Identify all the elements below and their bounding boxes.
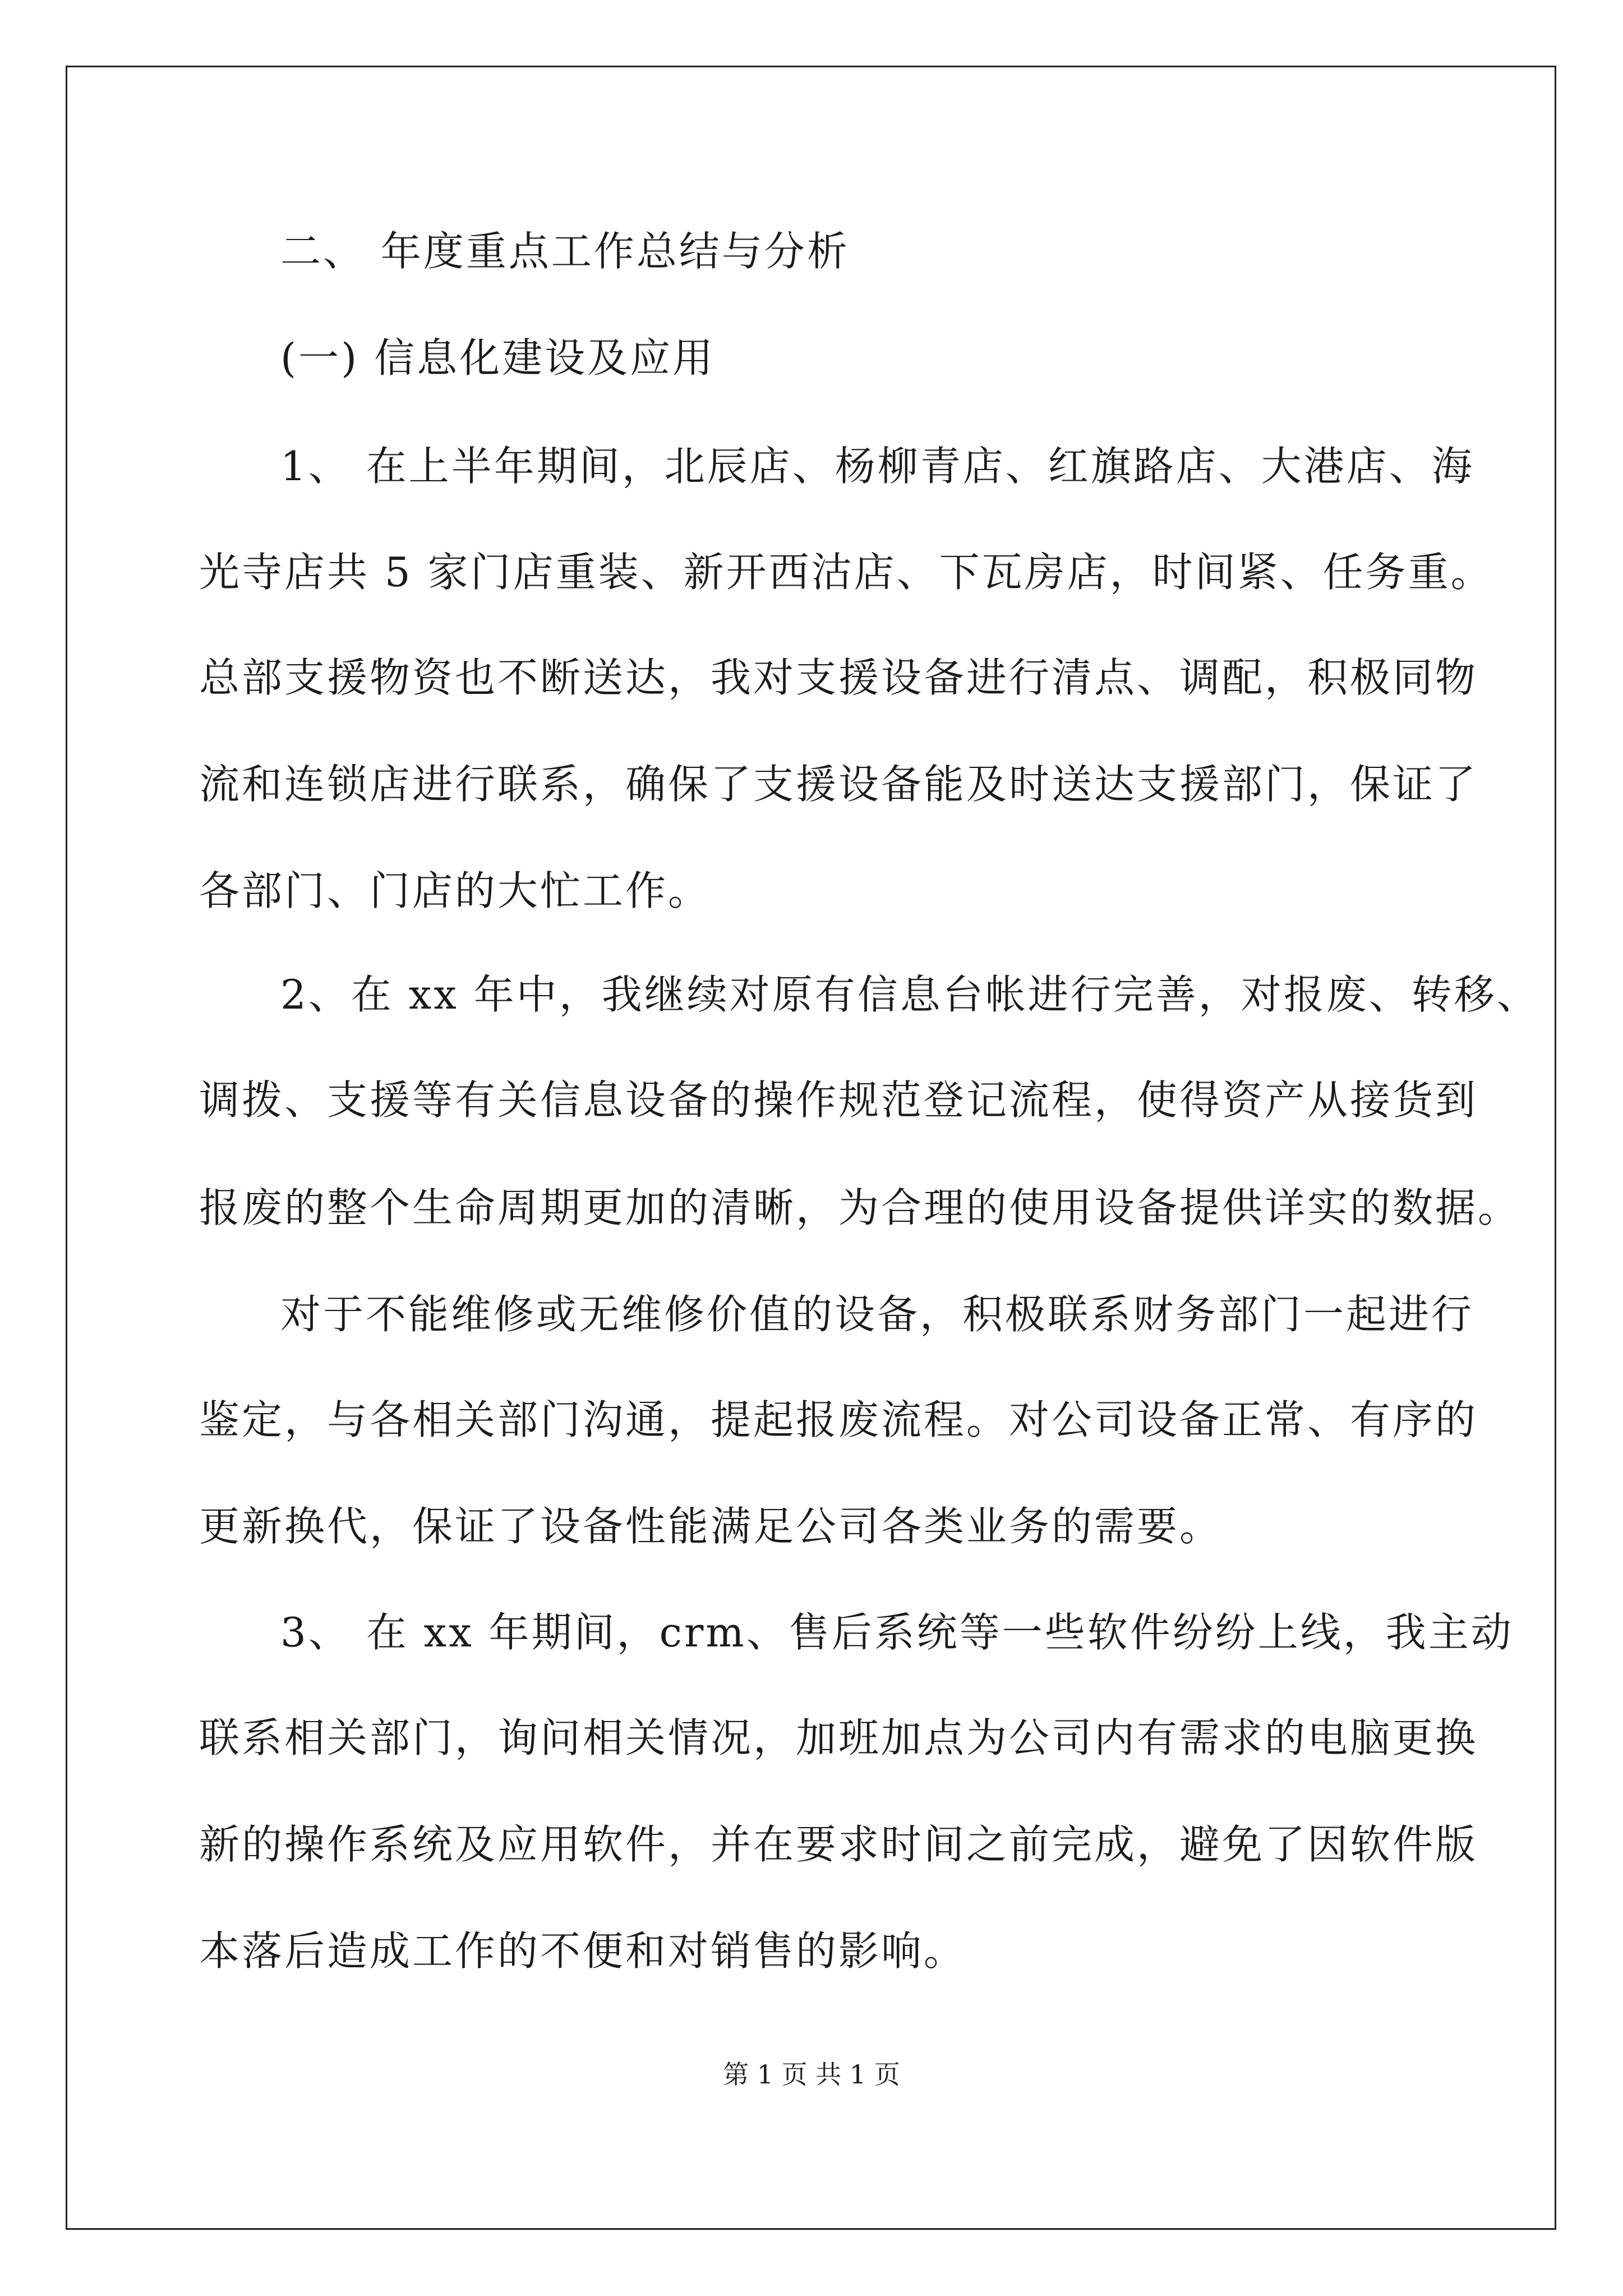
paragraph-4-line-3: 新的操作系统及应用软件，并在要求时间之前完成，避免了因软件版 xyxy=(199,1821,1478,1868)
paragraph-2-line-3: 报废的整个生命周期更加的清晰，为合理的使用设备提供详实的数据。 xyxy=(199,1184,1521,1231)
paragraph-1-line-4: 流和连锁店进行联系，确保了支援设备能及时送达支援部门，保证了 xyxy=(199,761,1478,808)
paragraph-4-line-2: 联系相关部门，询问相关情况，加班加点为公司内有需求的电脑更换 xyxy=(199,1714,1478,1761)
paragraph-1-line-3: 总部支援物资也不断送达，我对支援设备进行清点、调配，积极同物 xyxy=(199,654,1478,701)
subsection-heading: (一) 信息化建设及应用 xyxy=(280,334,716,381)
paragraph-1-line-2: 光寺店共 5 家门店重装、新开西沽店、下瓦房店，时间紧、任务重。 xyxy=(199,549,1493,596)
paragraph-3-line-1: 对于不能维修或无维修价值的设备，积极联系财务部门一起进行 xyxy=(280,1291,1474,1338)
paragraph-1-line-5: 各部门、门店的大忙工作。 xyxy=(199,867,711,914)
paragraph-1-line-1: 1、 在上半年期间，北辰店、杨柳青店、红旗路店、大港店、海 xyxy=(280,443,1474,490)
paragraph-3-line-3: 更新换代，保证了设备性能满足公司各类业务的需要。 xyxy=(199,1503,1223,1550)
paragraph-3-line-2: 鉴定，与各相关部门沟通，提起报废流程。对公司设备正常、有序的 xyxy=(199,1396,1478,1443)
page-border xyxy=(66,66,1556,2230)
paragraph-4-line-1: 3、 在 xx 年期间，crm、售后系统等一些软件纷纷上线，我主动 xyxy=(280,1609,1514,1656)
paragraph-2-line-2: 调拨、支援等有关信息设备的操作规范登记流程，使得资产从接货到 xyxy=(199,1076,1478,1124)
paragraph-4-line-4: 本落后造成工作的不便和对销售的影响。 xyxy=(199,1927,967,1975)
page-footer: 第 1 页 共 1 页 xyxy=(723,2059,900,2090)
section-heading: 二、 年度重点工作总结与分析 xyxy=(280,228,850,275)
paragraph-2-line-1: 2、在 xx 年中，我继续对原有信息台帐进行完善，对报废、转移、 xyxy=(280,971,1539,1018)
